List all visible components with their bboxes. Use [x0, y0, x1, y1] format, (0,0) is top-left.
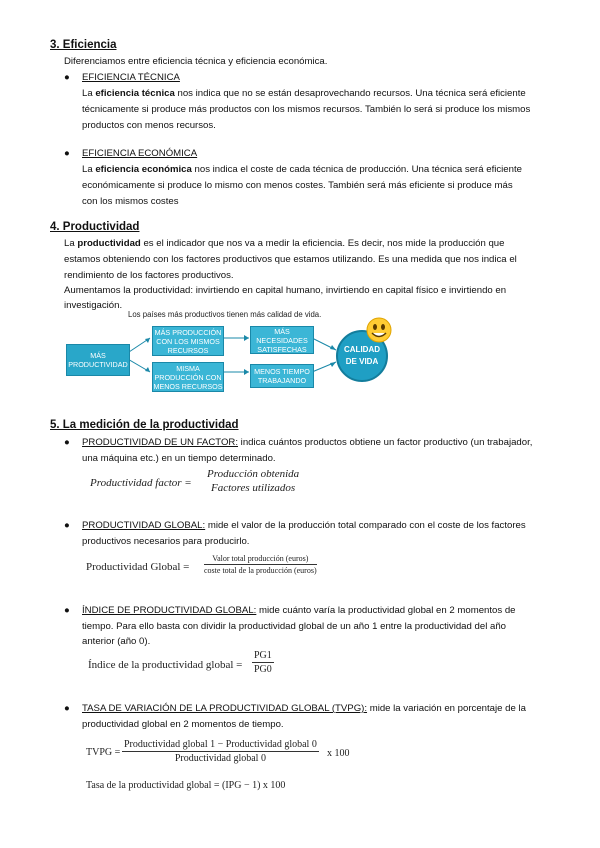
paragraph-line: productos con menos recursos.: [82, 120, 216, 131]
paragraph-line: una máquina etc.) en un tiempo determinado.: [82, 453, 276, 464]
paragraph-line: Aumentamos la productividad: invirtiendo en capital humano, invirtiendo en capital físico e invirtiendo en: [64, 285, 507, 296]
eficiencia-intro: Diferenciamos entre eficiencia técnica y eficiencia económica.: [64, 56, 328, 67]
bullet-icon: ●: [64, 437, 70, 448]
paragraph-line: con los mismos costes: [82, 196, 179, 207]
bullet-productividad-global: ● PRODUCTIVIDAD GLOBAL: mide el valor de la producción total comparado con el coste de los factores: [64, 518, 526, 534]
paragraph-line: técnicamente si produce más productos con los mismos recursos. También lo será si produce los mismos: [82, 104, 531, 115]
section-heading-productividad: 4. Productividad: [50, 221, 140, 233]
paragraph-line: La eficiencia técnica nos indica que no se están desaprovechando recursos. Una técnica será eficiente: [82, 88, 526, 99]
bullet-icon: ●: [64, 520, 70, 531]
bullet-tvpg: ● TASA DE VARIACIÓN DE LA PRODUCTIVIDAD GLOBAL (TVPG): mide la variación en porcentaje de la: [64, 701, 526, 717]
box-mas-necesidades: MÁS NECESIDADES SATISFECHAS: [250, 326, 314, 354]
paragraph-line: productividad global en 2 momentos de tiempo.: [82, 719, 284, 730]
bullet-icon: ●: [64, 148, 70, 159]
paragraph-line: investigación.: [64, 300, 123, 311]
productivity-diagram: [64, 310, 404, 400]
section-heading-medicion: 5. La medición de la productividad: [50, 419, 239, 431]
paragraph-line: estamos obteniendo con los factores productivos que estamos utilizando. Es una medida que nos indica el: [64, 254, 517, 265]
section-heading-eficiencia: 3. Eficiencia: [50, 39, 117, 51]
bullet-eficiencia-tecnica: [64, 70, 180, 86]
paragraph-line: anterior (año 0).: [82, 636, 151, 647]
paragraph-line: rendimiento de los factores productivos.: [64, 270, 234, 281]
formula-tasa-productividad: Tasa de la productividad global = (IPG − 1) x 100: [86, 780, 286, 791]
bullet-productividad-factor: ● PRODUCTIVIDAD DE UN FACTOR: indica cuántos productos obtiene un factor productivo (un trabajador,: [64, 435, 532, 451]
paragraph-line: productivos necesarios para producirlo.: [82, 536, 250, 547]
bullet-title: EFICIENCIA ECONÓMICA: [82, 148, 198, 159]
bullet-indice-productividad: ● ÍNDICE DE PRODUCTIVIDAD GLOBAL: mide cuánto varía la productividad global en 2 momentos de: [64, 603, 516, 619]
bullet-icon: ●: [64, 703, 70, 714]
paragraph-line: La productividad es el indicador que nos va a medir la eficiencia. Es decir, nos mide la producción que: [64, 238, 505, 249]
bullet-icon: ●: [64, 605, 70, 616]
circle-calidad-de-vida: CALIDAD DE VIDA: [336, 330, 388, 382]
bullet-eficiencia-economica: [64, 146, 197, 162]
paragraph-line: La eficiencia económica nos indica el coste de cada técnica de producción. Una técnica será eficiente: [82, 164, 522, 175]
smiley-icon: [362, 316, 396, 344]
bullet-title: EFICIENCIA TÉCNICA: [82, 72, 180, 83]
box-menos-tiempo: MENOS TIEMPO TRABAJANDO: [250, 364, 314, 388]
bullet-icon: ●: [64, 72, 70, 83]
box-mas-productividad: MÁS PRODUCTIVIDAD: [66, 344, 130, 376]
box-misma-produccion: MISMA PRODUCCIÓN CON MENOS RECURSOS: [153, 363, 223, 391]
paragraph-line: económicamente si produce lo mismo con menos costes. También será más eficiente si produce más: [82, 180, 513, 191]
diagram-caption: Los países más productivos tienen más calidad de vida.: [128, 310, 322, 319]
box-mas-produccion: MÁS PRODUCCIÓN CON LOS MISMOS RECURSOS: [152, 326, 224, 356]
paragraph-line: tiempo. Para ello basta con dividir la productividad global de un año 1 entre la productividad del año: [82, 621, 506, 632]
